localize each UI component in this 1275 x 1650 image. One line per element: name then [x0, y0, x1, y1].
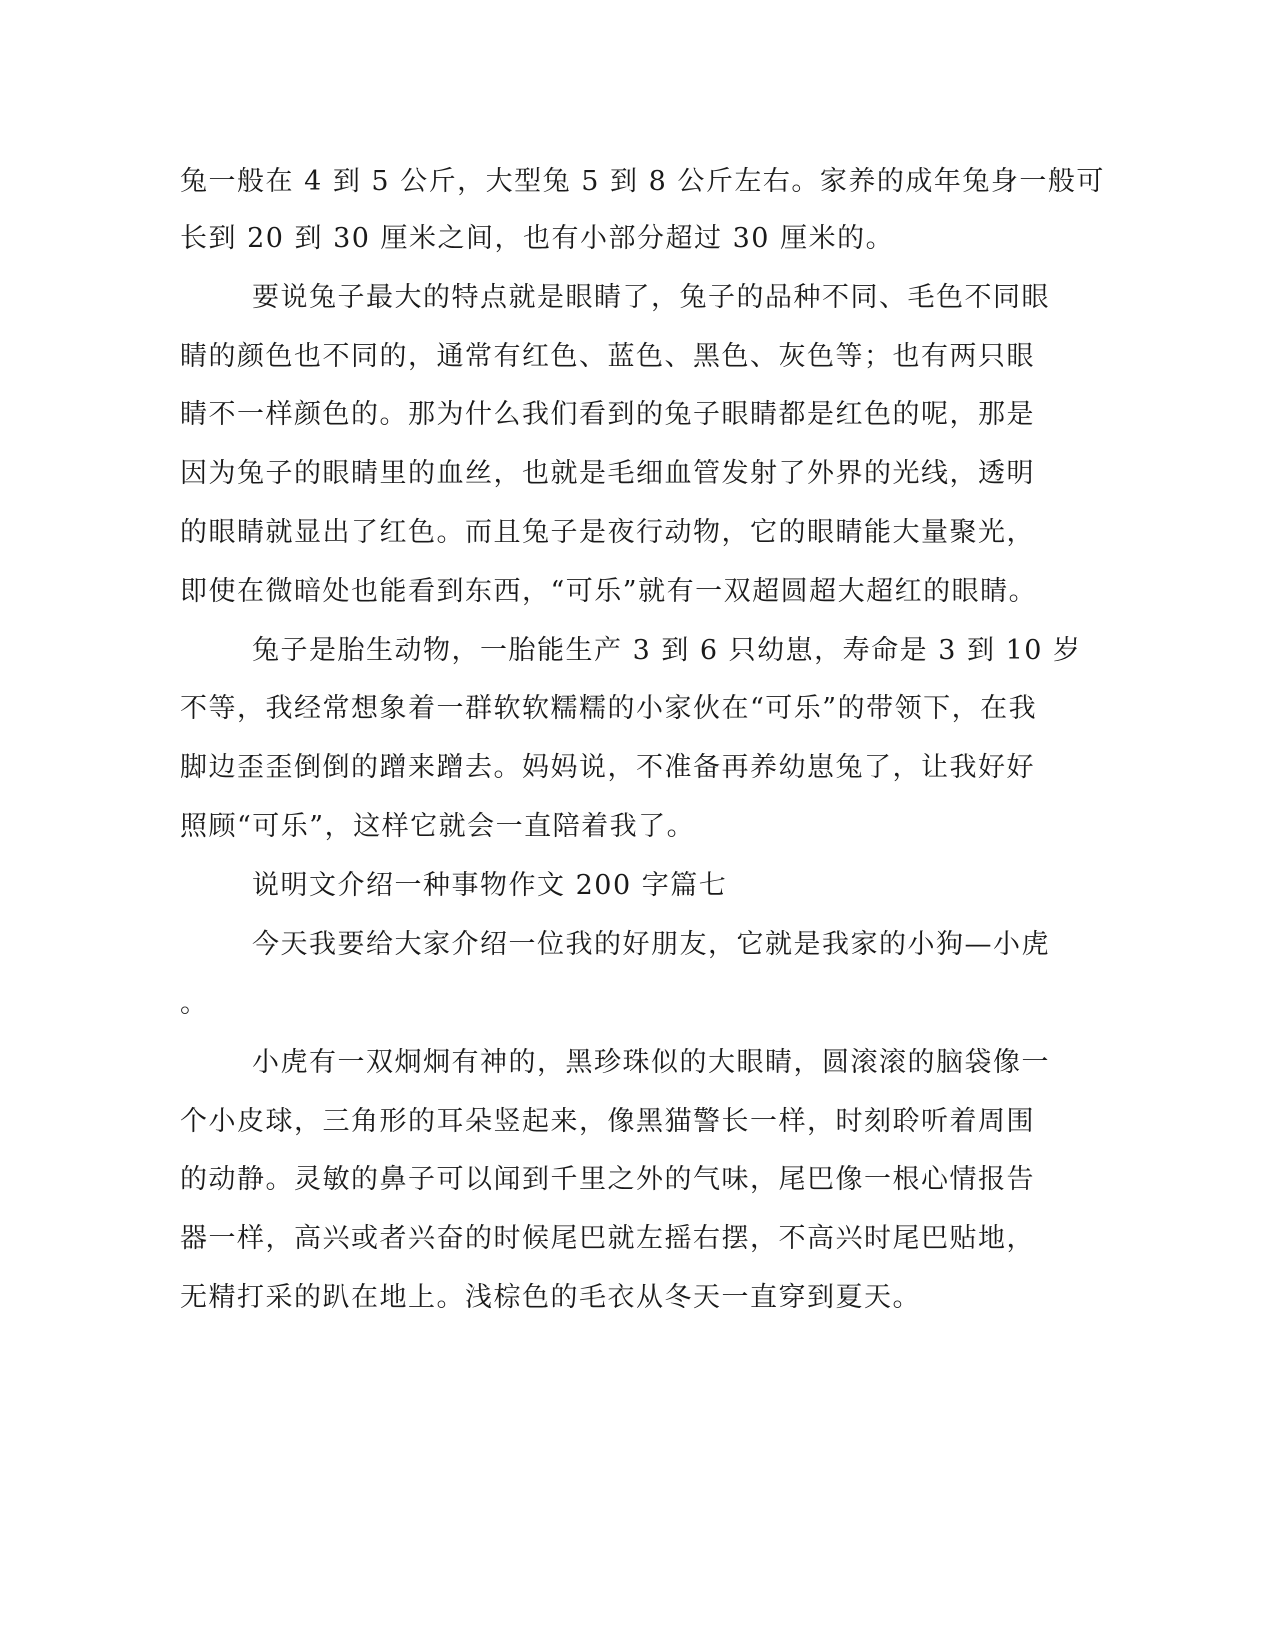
section-heading: 说明文介绍一种事物作文 200 字篇七 [252, 870, 728, 901]
text-line: 。 [180, 988, 209, 1019]
paragraph-first-line: 今天我要给大家介绍一位我的好朋友，它就是我家的小狗—小虎 [252, 929, 1050, 960]
text-line: 照顾“可乐”，这样它就会一直陪着我了。 [180, 811, 696, 842]
text-line: 的眼睛就显出了红色。而且兔子是夜行动物，它的眼睛能大量聚光， [180, 517, 1035, 548]
text-line: 不等，我经常想象着一群软软糯糯的小家伙在“可乐”的带领下，在我 [180, 693, 1038, 724]
text-line: 因为兔子的眼睛里的血丝，也就是毛细血管发射了外界的光线，透明 [180, 458, 1035, 489]
text-line: 即使在微暗处也能看到东西，“可乐”就有一双超圆超大超红的眼睛。 [180, 576, 1038, 607]
paragraph-first-line: 要说兔子最大的特点就是眼睛了，兔子的品种不同、毛色不同眼 [252, 282, 1050, 313]
text-line: 睛不一样颜色的。那为什么我们看到的兔子眼睛都是红色的呢，那是 [180, 399, 1035, 430]
text-line: 器一样，高兴或者兴奋的时候尾巴就左摇右摆，不高兴时尾巴贴地， [180, 1223, 1035, 1254]
text-line: 脚边歪歪倒倒的蹭来蹭去。妈妈说，不准备再养幼崽兔了，让我好好 [180, 752, 1035, 783]
paragraph-first-line: 小虎有一双炯炯有神的，黑珍珠似的大眼睛，圆滚滚的脑袋像一 [252, 1047, 1050, 1078]
text-line: 睛的颜色也不同的，通常有红色、蓝色、黑色、灰色等；也有两只眼 [180, 341, 1035, 372]
text-line: 长到 20 到 30 厘米之间，也有小部分超过 30 厘米的。 [180, 223, 895, 254]
paragraph-first-line: 兔子是胎生动物，一胎能生产 3 到 6 只幼崽，寿命是 3 到 10 岁 [252, 635, 1082, 666]
text-line: 的动静。灵敏的鼻子可以闻到千里之外的气味，尾巴像一根心情报告 [180, 1164, 1035, 1195]
text-line: 无精打采的趴在地上。浅棕色的毛衣从冬天一直穿到夏天。 [180, 1282, 921, 1313]
text-line: 兔一般在 4 到 5 公斤，大型兔 5 到 8 公斤左右。家养的成年兔身一般可 [180, 166, 1105, 197]
text-line: 个小皮球，三角形的耳朵竖起来，像黑猫警长一样，时刻聆听着周围 [180, 1106, 1035, 1137]
